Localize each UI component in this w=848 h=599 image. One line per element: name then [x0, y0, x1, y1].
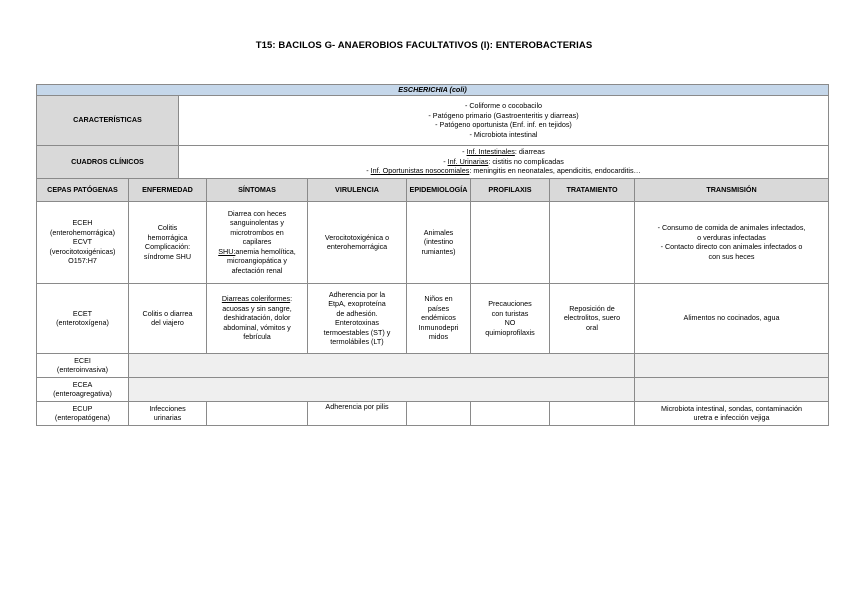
- enfermedad-cell: [129, 401, 207, 425]
- sintomas-line: capilares: [242, 237, 272, 247]
- tratamiento-cell: [550, 401, 635, 425]
- epidemiologia-line: endémicos: [421, 313, 456, 323]
- header-sintomas: SÍNTOMAS: [207, 178, 308, 201]
- enfermedad-line: urinarias: [153, 413, 182, 422]
- enfermedad-line: hemorrágica: [147, 232, 188, 242]
- sintomas-line: microtrombos en: [230, 227, 284, 237]
- sintomas-line: febrícula: [243, 332, 271, 342]
- tratamiento-cell: [550, 283, 635, 353]
- epidemiologia-line: países: [427, 303, 450, 313]
- caracteristicas-content: [179, 95, 829, 145]
- virulencia-line: Enterotoxinas: [335, 318, 379, 327]
- cepa-name: ECEI: [74, 355, 91, 365]
- empty-cell: [635, 353, 829, 377]
- header-enfermedad: ENFERMEDAD: [129, 178, 207, 201]
- transmision-line: Alimentos no cocinados, agua: [683, 313, 780, 323]
- sintomas-text: anemia hemolítica,: [235, 246, 296, 256]
- sintomas-line: Diarreas coleriformes:: [221, 294, 293, 304]
- species-banner: ESCHERICHIA (coli): [37, 85, 829, 96]
- cepa-name: ECET: [72, 308, 93, 318]
- profilaxis-line: quimioprofilaxis: [485, 327, 535, 337]
- enfermedad-line: Infecciones: [149, 403, 186, 413]
- tratamiento-cell: [550, 201, 635, 283]
- virulencia-line: termolábiles (LT): [330, 337, 384, 346]
- enfermedad-line: Complicación:: [144, 242, 191, 251]
- transmision-line: Microbiota intestinal, sondas, contaminación: [660, 403, 803, 413]
- cuadro-prefix: -: [366, 166, 371, 176]
- cuadro-desc: : diarreas: [514, 147, 545, 157]
- caracteristica-line: - Coliforme o cocobacilo: [464, 101, 543, 110]
- header-transmision: TRANSMISIÓN: [635, 178, 829, 201]
- empty-cell: [129, 353, 635, 377]
- cuadro-term: Inf. Intestinales: [466, 147, 515, 157]
- caracteristica-line: - Patógeno oportunista (Enf. inf. en tejidos): [435, 120, 572, 129]
- cepa-cell: [37, 353, 129, 377]
- virulencia-line: termoestables (ST) y: [323, 327, 391, 337]
- cuadros-content: [179, 145, 829, 178]
- sintomas-line: microangiopática y: [227, 256, 287, 266]
- cuadro-desc: : cistitis no complicadas: [488, 156, 564, 166]
- sintomas-cell: [207, 201, 308, 283]
- cuadro-term: Inf. Oportunistas nosocomiales: [370, 166, 470, 176]
- epidemiologia-line: Animales: [423, 227, 454, 237]
- virulencia-line: enterohemorrágica: [326, 242, 388, 251]
- epidemiologia-line: midos: [428, 332, 449, 342]
- sintomas-cell: [207, 283, 308, 353]
- table-row-ecet: [37, 283, 829, 353]
- header-epidemiologia: EPIDEMIOLOGÍA: [407, 178, 471, 201]
- cuadro-line-intestinales: [181, 147, 826, 157]
- epidemiologia-line: Niños en: [424, 294, 453, 304]
- cepa-serotype: O157:H7: [68, 256, 97, 266]
- transmision-line: con sus heces: [708, 251, 755, 261]
- cepa-cell: [37, 283, 129, 353]
- epidemiologia-line: rumiantes): [421, 246, 456, 256]
- cuadro-desc: : meningitis en neonatales, apendicitis, endocarditis…: [469, 166, 641, 176]
- cepa-name: ECVT: [72, 237, 93, 247]
- profilaxis-cell: [471, 283, 550, 353]
- caracteristicas-label: CARACTERÍSTICAS: [37, 95, 179, 145]
- epidemiologia-cell: [407, 201, 471, 283]
- virulencia-cell: [308, 401, 407, 425]
- sintomas-line: abdominal, vómitos y: [223, 322, 291, 332]
- page-title: T15: BACILOS G- ANAEROBIOS FACULTATIVOS (I): ENTEROBACTERIAS: [255, 40, 593, 51]
- header-virulencia: VIRULENCIA: [308, 178, 407, 201]
- cepa-cell: [37, 377, 129, 401]
- header-cepas: CEPAS PATÓGENAS: [37, 178, 129, 201]
- cepa-desc: (enteroagregativa): [53, 389, 112, 398]
- table-row-ecea: [37, 377, 829, 401]
- table-row-eceh: [37, 201, 829, 283]
- virulencia-line: Verocitotoxigénica o: [324, 232, 390, 242]
- enfermedad-line: del viajero: [151, 318, 184, 327]
- cepa-desc: (enterohemorrágica): [49, 227, 116, 237]
- tratamiento-line: Reposición de: [569, 303, 615, 313]
- epidemiologia-line: (intestino: [423, 237, 454, 247]
- sintomas-line: [209, 247, 305, 257]
- enfermedad-line: Colitis: [157, 223, 178, 232]
- cepa-desc: (enteropatógena): [54, 413, 111, 422]
- shu-term: SHU:: [218, 246, 236, 256]
- epidemiologia-cell: [407, 283, 471, 353]
- table-row-ecup: [37, 401, 829, 425]
- transmision-line: - Contacto directo con animales infectados o: [660, 242, 803, 251]
- cepa-desc: (enteroinvasiva): [56, 365, 109, 374]
- enfermedad-cell: [129, 201, 207, 283]
- sintomas-term: Diarreas coleriformes: [221, 294, 291, 304]
- caracteristica-line: - Microbiota intestinal: [469, 129, 538, 139]
- profilaxis-cell: [471, 201, 550, 283]
- virulencia-line: EtpA, exoproteína: [328, 299, 386, 308]
- caracteristica-line: - Patógeno primario (Gastroenteritis y diarreas): [428, 110, 579, 120]
- transmision-line: uretra e infección vejiga: [693, 413, 770, 422]
- sintomas-line: sanguinolentas y: [230, 218, 284, 228]
- table-row-ecei: [37, 353, 829, 377]
- header-tratamiento: TRATAMIENTO: [550, 178, 635, 201]
- epidemiologia-line: Inmunodepri: [418, 322, 459, 332]
- cepa-cell: [37, 401, 129, 425]
- tratamiento-line: oral: [586, 322, 598, 332]
- enterobacterias-table: [36, 84, 829, 426]
- transmision-line: - Consumo de comida de animales infectados,: [657, 223, 806, 232]
- cuadro-prefix: -: [443, 156, 448, 166]
- cepa-name: ECEA: [72, 379, 93, 389]
- transmision-cell: [635, 401, 829, 425]
- virulencia-line: de adhesión.: [336, 308, 378, 318]
- profilaxis-line: NO: [504, 318, 516, 327]
- sintomas-line: deshidratación, dolor: [223, 313, 291, 323]
- sintomas-cell: [207, 401, 308, 425]
- header-profilaxis: PROFILAXIS: [471, 178, 550, 201]
- epidemiologia-cell: [407, 401, 471, 425]
- tratamiento-line: electrolitos, suero: [563, 313, 621, 323]
- enfermedad-cell: [129, 283, 207, 353]
- enfermedad-line: Colitis o diarrea: [142, 308, 193, 318]
- virulencia-cell: [308, 283, 407, 353]
- transmision-cell: [635, 283, 829, 353]
- cepa-name: ECUP: [72, 403, 93, 413]
- cepa-desc: (verocitotoxigénicas): [49, 246, 116, 256]
- enfermedad-line: síndrome SHU: [143, 251, 192, 261]
- cuadro-line-oportunistas: [181, 166, 826, 176]
- profilaxis-cell: [471, 401, 550, 425]
- virulencia-line: Adherencia por pilis: [325, 401, 389, 411]
- profilaxis-line: con turistas: [491, 308, 529, 318]
- cuadro-line-urinarias: [181, 157, 826, 167]
- profilaxis-line: Precauciones: [488, 299, 532, 308]
- cuadros-label: CUADROS CLÍNICOS: [37, 145, 179, 178]
- virulencia-line: Adherencia por la: [328, 289, 386, 299]
- empty-cell: [129, 377, 635, 401]
- cepa-desc: (enterotoxígena): [56, 318, 109, 327]
- cepa-cell: [37, 201, 129, 283]
- cuadro-term: Inf. Urinarias: [447, 156, 489, 166]
- virulencia-cell: [308, 201, 407, 283]
- sintomas-line: Diarrea con heces: [227, 208, 287, 218]
- sintomas-line: afectación renal: [231, 265, 283, 275]
- cepa-name: ECEH: [72, 218, 93, 228]
- cuadro-prefix: -: [462, 147, 467, 157]
- transmision-line: o verduras infectadas: [697, 232, 766, 242]
- empty-cell: [635, 377, 829, 401]
- transmision-cell: [635, 201, 829, 283]
- sintomas-line: acuosas y sin sangre,: [222, 303, 292, 313]
